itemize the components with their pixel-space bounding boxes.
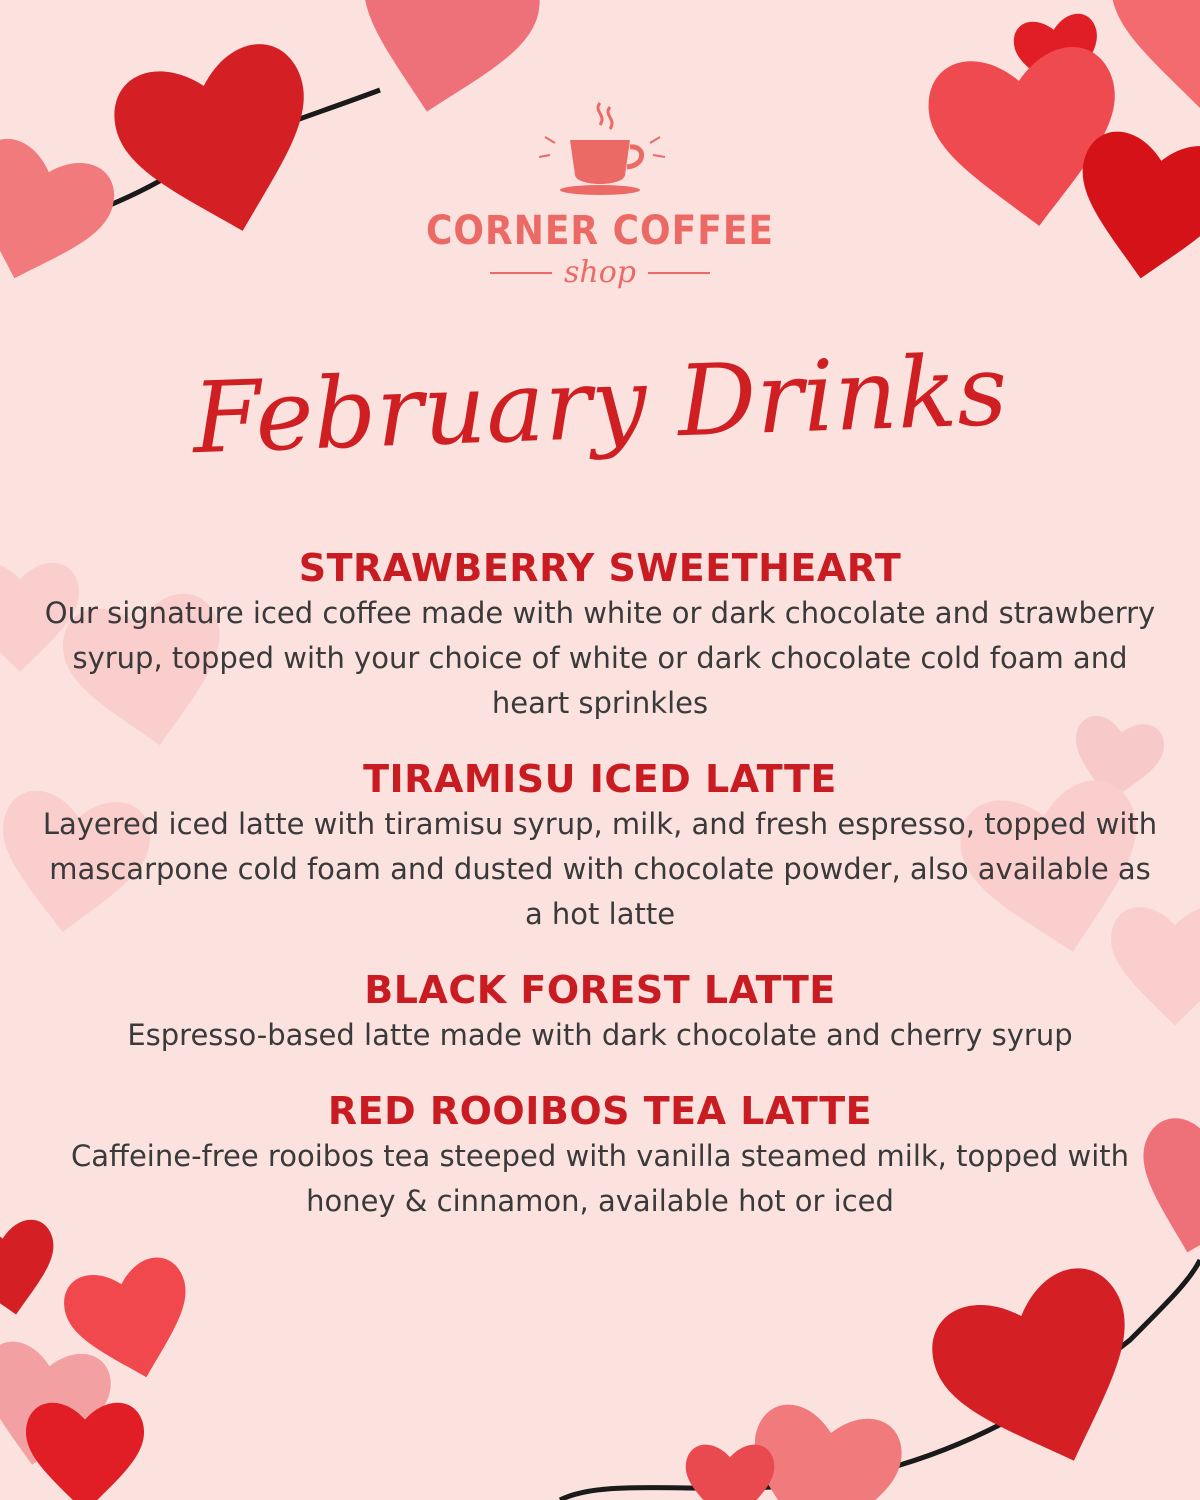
- drink-description: Layered iced latte with tiramisu syrup, milk, and fresh espresso, topped with mascarpone cold foam and dusted with chocolate powder, also available as a hot latte: [42, 807, 1158, 931]
- menu-item: [40, 967, 1160, 1058]
- drink-name: RED ROOIBOS TEA LATTE: [327, 1089, 873, 1133]
- heart-icon: [919, 1256, 1166, 1494]
- brand-name: CORNER COFFEE: [426, 208, 774, 254]
- divider: [648, 272, 710, 274]
- menu-item: [40, 756, 1160, 937]
- menu-item: [40, 1088, 1160, 1224]
- drink-description: Caffeine-free rooibos tea steeped with vanilla steamed milk, topped with honey & cinnamon, available hot or iced: [70, 1139, 1130, 1218]
- divider: [490, 272, 552, 274]
- brand-subtitle: shop: [564, 255, 636, 290]
- drink-description: Our signature iced coffee made with white or dark chocolate and strawberry syrup, topped with your choice of white or dark chocolate cold foam and heart sprinkles: [44, 596, 1156, 720]
- heart-icon: [686, 1445, 775, 1500]
- coffee-cup-icon: [525, 95, 675, 205]
- page-title: February Drinks: [190, 333, 1010, 477]
- drink-name: TIRAMISU ICED LATTE: [363, 757, 837, 801]
- heart-icon: [1111, 0, 1200, 108]
- drinks-menu: [40, 545, 1160, 1254]
- drink-name: BLACK FOREST LATTE: [364, 968, 836, 1012]
- drink-description: Espresso-based latte made with dark chocolate and cherry syrup: [127, 1018, 1073, 1052]
- drink-name: STRAWBERRY SWEETHEART: [298, 546, 902, 590]
- menu-item: [40, 545, 1160, 726]
- shop-logo: [0, 95, 1200, 291]
